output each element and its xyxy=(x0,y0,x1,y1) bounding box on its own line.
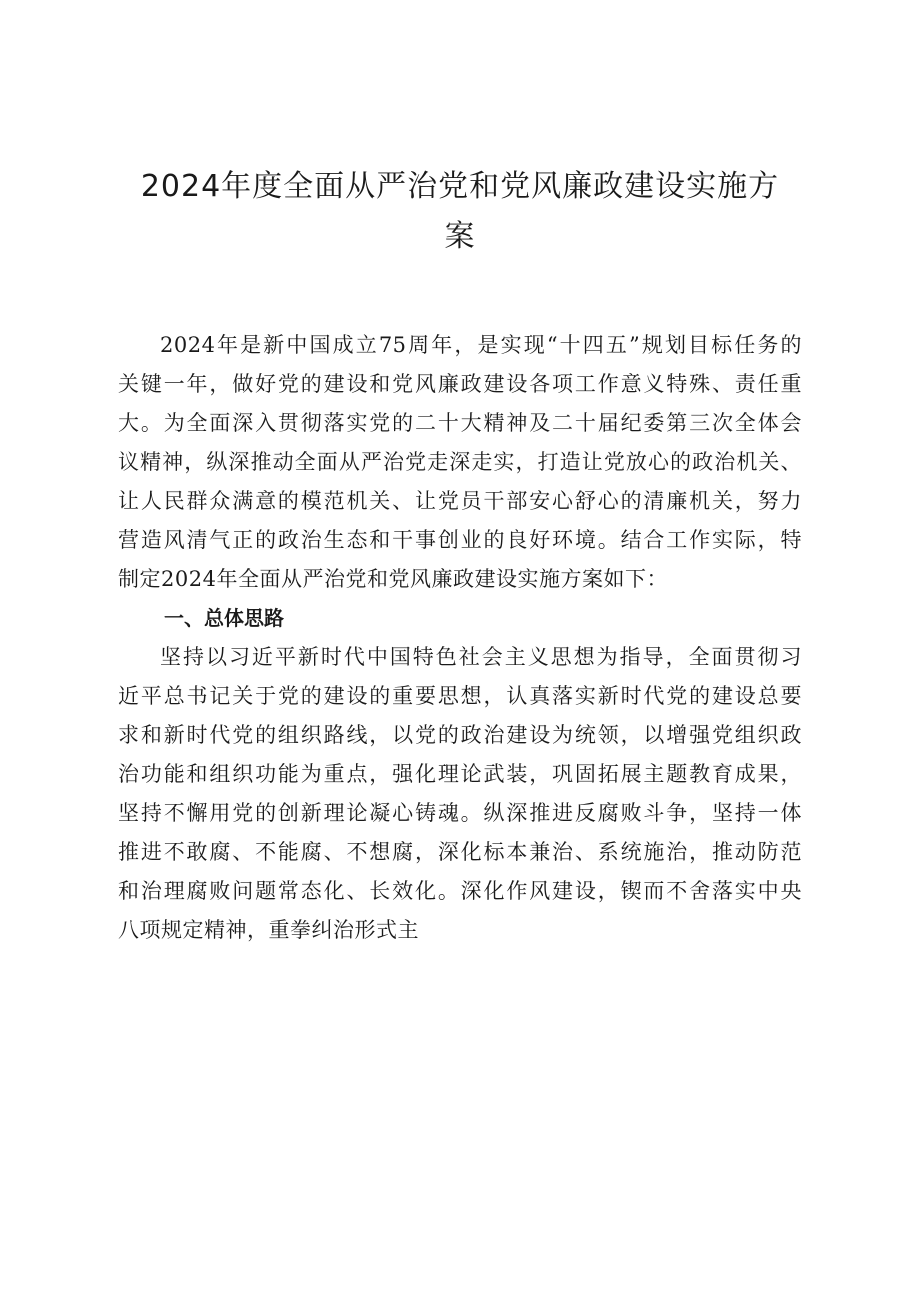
paragraph-line: 坚持不懈用党的创新理论凝心铸魂。纵深推进反腐败斗争，坚持一体 xyxy=(118,801,802,825)
paragraph-line: 制定2024年全面从严治党和党风廉政建设实施方案如下： xyxy=(118,567,668,591)
paragraph-line: 坚持以习近平新时代中国特色社会主义思想为指导，全面贯彻习 xyxy=(160,645,802,669)
paragraph-line: 2024年是新中国成立75周年，是实现“十四五”规划目标任务的 xyxy=(160,333,802,357)
paragraph-line: 八项规定精神，重拳纠治形式主 xyxy=(118,918,419,942)
paragraph-line: 治功能和组织功能为重点，强化理论武装，巩固拓展主题教育成果， xyxy=(118,762,802,786)
section-paragraph xyxy=(118,638,802,950)
paragraph-line: 让人民群众满意的模范机关、让党员干部安心舒心的清廉机关，努力 xyxy=(118,489,802,513)
paragraph-line: 和治理腐败问题常态化、长效化。深化作风建设，锲而不舍落实中央 xyxy=(118,879,802,903)
paragraph-line: 推进不敢腐、不能腐、不想腐，深化标本兼治、系统施治，推动防范 xyxy=(118,840,802,864)
title-line: 案 xyxy=(444,219,476,254)
paragraph-line: 关键一年，做好党的建设和党风廉政建设各项工作意义特殊、责任重 xyxy=(118,372,802,396)
paragraph-line: 议精神，纵深推动全面从严治党走深走实，打造让党放心的政治机关、 xyxy=(118,450,802,474)
title-line: 2024年度全面从严治党和党风廉政建设实施方 xyxy=(140,169,780,204)
paragraph-line: 近平总书记关于党的建设的重要思想，认真落实新时代党的建设总要 xyxy=(118,684,802,708)
paragraph-line: 大。为全面深入贯彻落实党的二十大精神及二十届纪委第三次全体会 xyxy=(118,411,802,435)
intro-paragraph xyxy=(118,326,802,599)
paragraph-line: 求和新时代党的组织路线，以党的政治建设为统领，以增强党组织政 xyxy=(118,723,802,747)
document-body xyxy=(118,326,802,950)
paragraph-line: 营造风清气正的政治生态和干事创业的良好环境。结合工作实际，特 xyxy=(118,528,802,552)
section-heading: 一、总体思路 xyxy=(164,606,284,630)
document-title xyxy=(118,162,802,262)
